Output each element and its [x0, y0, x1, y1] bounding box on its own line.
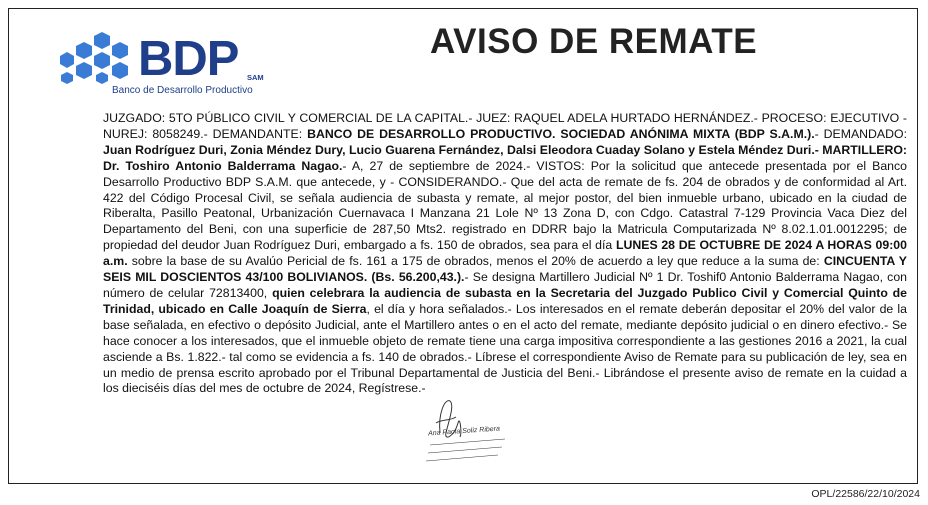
logo-brand: BDP	[138, 32, 239, 86]
publication-reference: OPL/22586/22/10/2024	[811, 488, 920, 500]
signature-name: Ana Paola Soliz Ribera	[427, 425, 501, 438]
body-segment: - DEMANDADO:	[814, 126, 907, 141]
logo-tagline: Banco de Desarrollo Productivo	[112, 85, 253, 96]
notice-body	[103, 111, 907, 397]
body-segment: CINCUENTA Y SEIS MIL DOSCIENTOS 43/100 BOLIVIANOS. (Bs. 56.200,43.).	[103, 254, 907, 285]
body-segment: quien celebrara la audiencia de subasta en la Secretaria del Juzgado Publico Civil y Comercial Quinto de Trinidad, ubicado en Calle Joaquín de Sierra	[103, 285, 908, 316]
body-segment: BANCO DE DESARROLLO PRODUCTIVO. SOCIEDAD ANÓNIMA MIXTA (BDP S.A.M.).	[307, 126, 815, 141]
body-segment: sobre la base de su Avalúo Pericial de fs. 161 a 175 de obrados, menos el 20% de acuerdo a ley que reduce a la suma de:	[127, 254, 824, 269]
body-segment: , el día y hora señalados.- Los interesados en el remate deberán depositar el 20% del valor de la base señalada, en efectivo o depósito Judicial, ante el Martillero antes o en el acto del remate, mediante depósito judicial o en dinero efectivo.- Se hace conocer a los interesados, que el inmueble objeto de remate tiene una carga impositiva correspondiente a las gestiones 2016 a 2021, la cual asciende a Bs. 1.822.- tal como se evidencia a fs. 140 de obrados.- Líbrese el correspondiente Aviso de Remate para su publicación de ley, sea en un medio de prensa escrito aprobado por el Tribunal Departamental de Justicia del Beni.- Librándose el presente aviso de remate en la cuidad a los dieciséis días del mes de octubre de 2024, Regístrese.-	[103, 301, 908, 396]
hexagon-cluster-icon	[60, 30, 140, 92]
body-segment: JUZGADO: 5TO PÚBLICO CIVIL Y COMERCIAL DE LA CAPITAL.- JUEZ: RAQUEL ADELA HURTADO HERNÁNDEZ.- PROCESO: EJECUTIVO - NUREJ: 8058249.- DEMANDANTE:	[103, 111, 907, 141]
notice-title: AVISO DE REMATE	[430, 22, 758, 61]
body-segment: LUNES 28 DE OCTUBRE DE 2024 A HORAS 09:00 a.m.	[103, 238, 907, 269]
logo-suffix: SAM	[247, 73, 264, 82]
body-segment: - A, 27 de septiembre de 2024.- VISTOS: Por la solicitud que antecede presentada por el Banco Desarrollo Productivo BDP S.A.M. que antecede, y - CONSIDERANDO.- Que del acta de remate de fs. 204 de obrados y de conformidad al Art. 422 del Código Procesal Civil, se señala audiencia de subasta y remate, al mejor postor, del bien inmueble urbano, ubicado en la ciudad de Riberalta, Pasillo Peatonal, Urbanización Cuernavaca I Manzana 21 Lole Nº 13 Zona D, con Cdgo. Catastral 7-129 Provincia Vaca Diez del Departamento del Beni, con una superficie de 287,50 Mts2. registrado en DDRR bajo la Matricula Computarizada Nº 8.02.1.01.0012295; de propiedad del deudor Juan Rodríguez Duri, embargado a fs. 150 de obrados, sea para el día	[103, 158, 907, 253]
signature-stamp	[410, 393, 520, 473]
bdp-logo	[60, 30, 280, 102]
body-segment: Juan Rodríguez Duri, Zonia Méndez Dury, Lucio Guarena Fernández, Dalsi Eleodora Cuaday Solano y Estela Méndez Duri.- MARTILLERO: Dr. Toshiro Antonio Balderrama Nagao.	[103, 142, 907, 173]
body-segment: - Se designa Martillero Judicial Nº 1 Dr. Toshif0 Antonio Balderrama Nagao, con número de celular 72813400,	[103, 270, 908, 300]
